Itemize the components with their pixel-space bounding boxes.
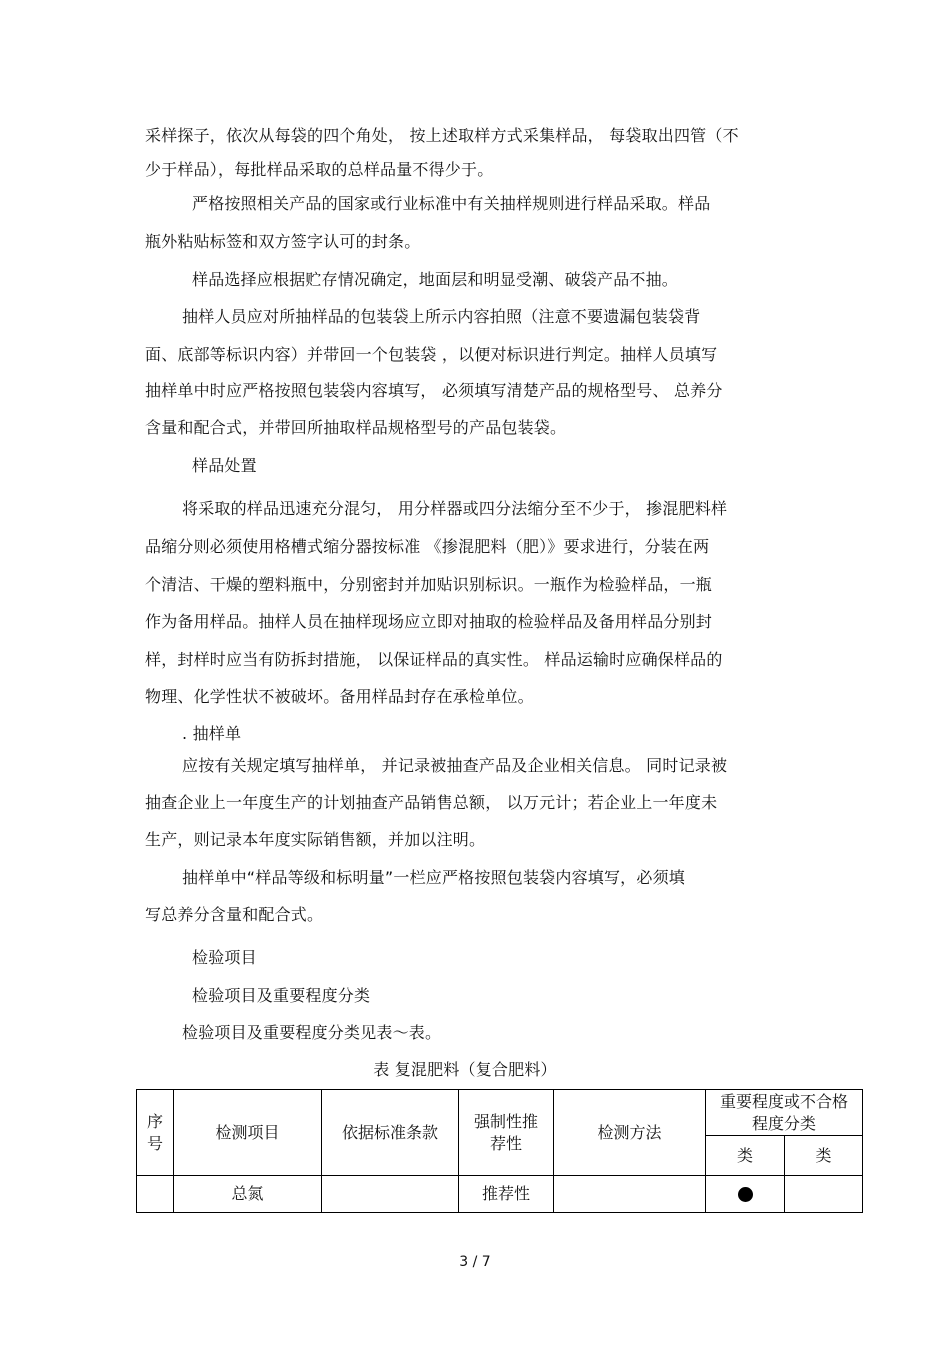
paragraph-line: 样，封样时应当有防拆封措施， 以保证样品的真实性。 样品运输时应确保样品的 [145,650,723,669]
cell-method [554,1176,706,1213]
paragraph-line: 将采取的样品迅速充分混匀， 用分样器或四分法缩分至不少于， 掺混肥料样 [182,499,728,518]
section-heading: 样品处置 [192,456,257,475]
cell-item: 总氮 [174,1176,322,1213]
paragraph-line: 严格按照相关产品的国家或行业标准中有关抽样规则进行样品采取。样品 [192,194,711,213]
header-class-a: 类 [706,1136,785,1176]
paragraph-line: 抽样人员应对所抽样品的包装袋上所示内容拍照（注意不要遗漏包装袋背 [182,307,701,326]
cell-mandatory: 推荐性 [459,1176,554,1213]
cell-seq [137,1176,174,1213]
filled-circle-icon [738,1187,753,1202]
inspection-table [136,1089,863,1213]
paragraph-line: 样品选择应根据贮存情况确定，地面层和明显受潮、破袋产品不抽。 [192,270,679,289]
header-seq: 序号 [137,1090,174,1176]
section-heading: . 抽样单 [182,724,242,743]
table-caption: 表 复混肥料（复合肥料） [373,1060,557,1079]
header-method: 检测方法 [554,1090,706,1176]
paragraph-line: 抽查企业上一年度生产的计划抽查产品销售总额， 以万元计；若企业上一年度未 [145,793,718,812]
header-basis: 依据标准条款 [322,1090,459,1176]
paragraph-line: 抽样单中“样品等级和标明量”一栏应严格按照包装袋内容填写，必须填 [182,868,685,887]
header-mandatory: 强制性推荐性 [459,1090,554,1176]
section-heading: 检验项目及重要程度分类 [192,986,371,1005]
header-class-b: 类 [785,1136,863,1176]
paragraph-line: 写总养分含量和配合式。 [145,905,324,924]
paragraph-line: 作为备用样品。抽样人员在抽样现场应立即对抽取的检验样品及备用样品分别封 [145,612,713,631]
paragraph-line: 品缩分则必须使用格槽式缩分器按标准 《掺混肥料（肥）》要求进行，分装在两 [145,537,710,556]
paragraph-line: 检验项目及重要程度分类见表～表。 [182,1023,442,1042]
header-importance: 重要程度或不合格程度分类 [706,1090,863,1136]
cell-class-a [706,1176,785,1213]
paragraph-line: 面、底部等标识内容）并带回一个包装袋 ，以便对标识进行判定。抽样人员填写 [145,345,718,364]
paragraph-line: 瓶外粘贴标签和双方签字认可的封条。 [145,232,421,251]
paragraph-line: 含量和配合式，并带回所抽取样品规格型号的产品包装袋。 [145,418,567,437]
paragraph-line: 采样探子，依次从每袋的四个角处， 按上述取样方式采集样品， 每袋取出四管（不 [145,126,739,145]
cell-basis [322,1176,459,1213]
table-row [137,1176,863,1213]
page-number: 3 / 7 [459,1254,491,1270]
section-heading: 检验项目 [192,948,257,967]
paragraph-line: 物理、化学性状不被破坏。备用样品封存在承检单位。 [145,687,534,706]
paragraph-line: 个清洁、干燥的塑料瓶中，分别密封并加贴识别标识。一瓶作为检验样品，一瓶 [145,575,713,594]
header-item: 检测项目 [174,1090,322,1176]
cell-class-b [785,1176,863,1213]
paragraph-line: 应按有关规定填写抽样单， 并记录被抽查产品及企业相关信息。 同时记录被 [182,756,728,775]
paragraph-line: 生产，则记录本年度实际销售额，并加以注明。 [145,830,486,849]
paragraph-line: 少于样品），每批样品采取的总样品量不得少于。 [145,160,494,179]
paragraph-line: 抽样单中时应严格按照包装袋内容填写， 必须填写清楚产品的规格型号、 总养分 [145,381,723,400]
